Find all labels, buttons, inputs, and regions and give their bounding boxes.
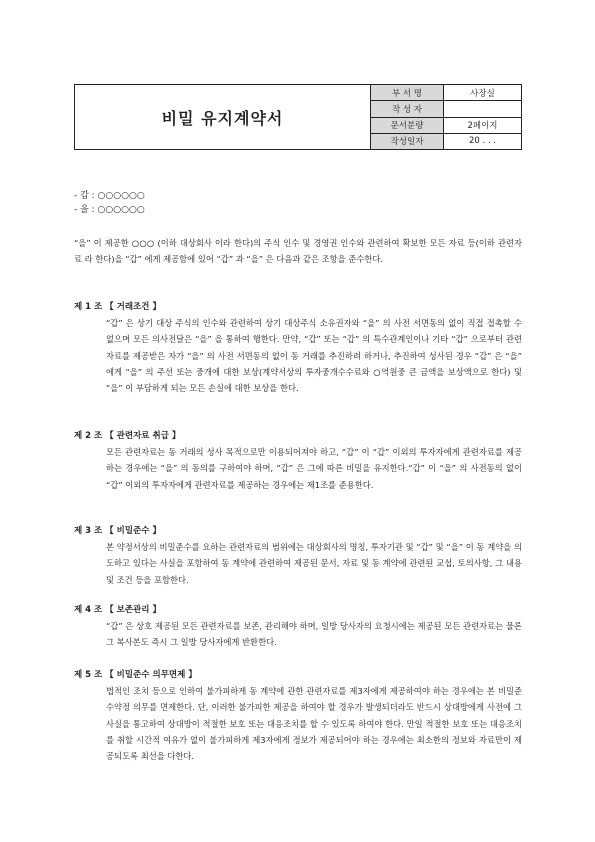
meta-label: 부 서 명 [371, 85, 444, 100]
article-body: “갑” 은 상호 제공된 모든 관련자료를 보존, 관리해야 하며, 일방 당사자의 요청시에는 제공된 모든 관련자료는 물론 그 복사본도 즉시 그 일방 당사자에게 반환한다. [106, 621, 522, 648]
article-body: “갑” 은 상기 대상 주식의 인수와 관련하여 상기 대상주식 소유권자와 “을” 의 사전 서면동의 없이 직접 접촉할 수 없으며 모든 의사전달은 “을” 을 통하여 행한다. 만약, “갑” 또는 “갑” 의 특수관계인이나 기타 “갑” 으로부터 관련자료를 제공받은 자가 “을” 의 사전 서면동의 없이 동 거래를 추진하려 하거나, 추진하여 성사된 경우 “갑” 은 “을” 에게 “을” 의 주선 또는 중개에 대한 보상(계약서상의 투자중개수수료와 ○억원중 큰 금액을 보상액으로 한다) 및 “을” 이 부담하게 되는 모든 손실에 대한 보상을 한다. [106, 318, 522, 394]
article-title: 제 3 조 【 비밀준수 】 [74, 526, 161, 536]
article-5 [74, 669, 522, 764]
meta-row-department [371, 85, 521, 101]
party-eul: - 을 : ○○○○○○ [74, 205, 145, 215]
meta-row-author [371, 101, 521, 117]
article-title: 제 2 조 【 관련자료 취급 】 [74, 431, 181, 441]
meta-value [444, 101, 521, 116]
article-body: 본 약정서상의 비밀준수를 요하는 관련자료의 범위에는 대상회사의 명칭, 투자기관 및 “갑” 및 “을” 이 동 계약을 의도하고 있다는 사실을 포함하여 동 계약에 관련하여 제공된 문서, 자료 및 동 계약에 관련된 교섭, 토의사항, 그 내용 및 조건 등을 포함한다. [106, 542, 522, 585]
article-title: 제 4 조 【 보존관리 】 [74, 605, 161, 615]
article-2 [74, 430, 522, 493]
document-title: 비밀 유지계약서 [75, 85, 371, 149]
meta-value: 사장실 [470, 88, 495, 99]
document-meta-table [371, 85, 521, 149]
article-title: 제 1 조 【 거래조건 】 [74, 302, 161, 312]
article-1 [74, 301, 522, 396]
meta-label: 작 성 자 [371, 101, 444, 116]
meta-value: 20 . . . [468, 136, 497, 147]
parties-block [74, 189, 145, 217]
article-3 [74, 525, 522, 588]
article-body: 모든 관련자료는 동 거래의 성사 목적으로만 이용되어져야 하고, “갑” 이 “갑” 이외의 투자자에게 관련자료를 제공하는 경우에는 “을” 의 동의를 구하여야 하며, “갑” 은 그에 따른 비밀을 유지한다.“갑” 이 “을” 의 사전동의 없이 “갑” 이외의 투자자에게 관련자료를 제공하는 경우에는 제1조를 준용한다. [106, 447, 522, 490]
meta-label: 작성일자 [371, 134, 444, 149]
article-title: 제 5 조 【 비밀준수 의무면제 】 [74, 670, 197, 680]
meta-row-date [371, 134, 521, 149]
meta-row-page-count [371, 118, 521, 134]
meta-value: 2페이지 [467, 121, 498, 132]
document-header-table [74, 84, 522, 150]
party-gap: - 갑 : ○○○○○○ [74, 191, 145, 201]
article-body: 법적인 조치 등으로 인하여 불가피하게 동 계약에 관한 관련자료를 제3자에게 제공하여야 하는 경우에는 본 비밀준수약정 의무를 면제한다. 단, 이러한 불가피한 제공을 하여야 할 경우가 발생되더라도 반드시 상대방에게 사전에 그 사실을 통고하여 상대방이 적절한 보호 또는 대응조치를 할 수 있도록 하여야 한다. 만일 적절한 보호 또는 대응조치를 취할 시간적 여유가 없이 불가피하게 제3자에게 정보가 제공되어야 하는 경우에는 최소한의 정보와 자료만이 제공되도록 최선을 다한다. [106, 686, 522, 762]
meta-label: 문서분량 [371, 118, 444, 133]
intro-paragraph: “을” 이 제공한 ○○○ (이하 대상회사 이라 한다)의 주식 인수 및 경영권 인수와 관련하여 확보한 모든 자료 등(이하 관련자료 라 한다)을 “갑” 에게 제공함에 있어 “갑” 과 “을” 은 다음과 같은 조항을 준수한다. [74, 238, 522, 265]
article-4 [74, 604, 522, 651]
